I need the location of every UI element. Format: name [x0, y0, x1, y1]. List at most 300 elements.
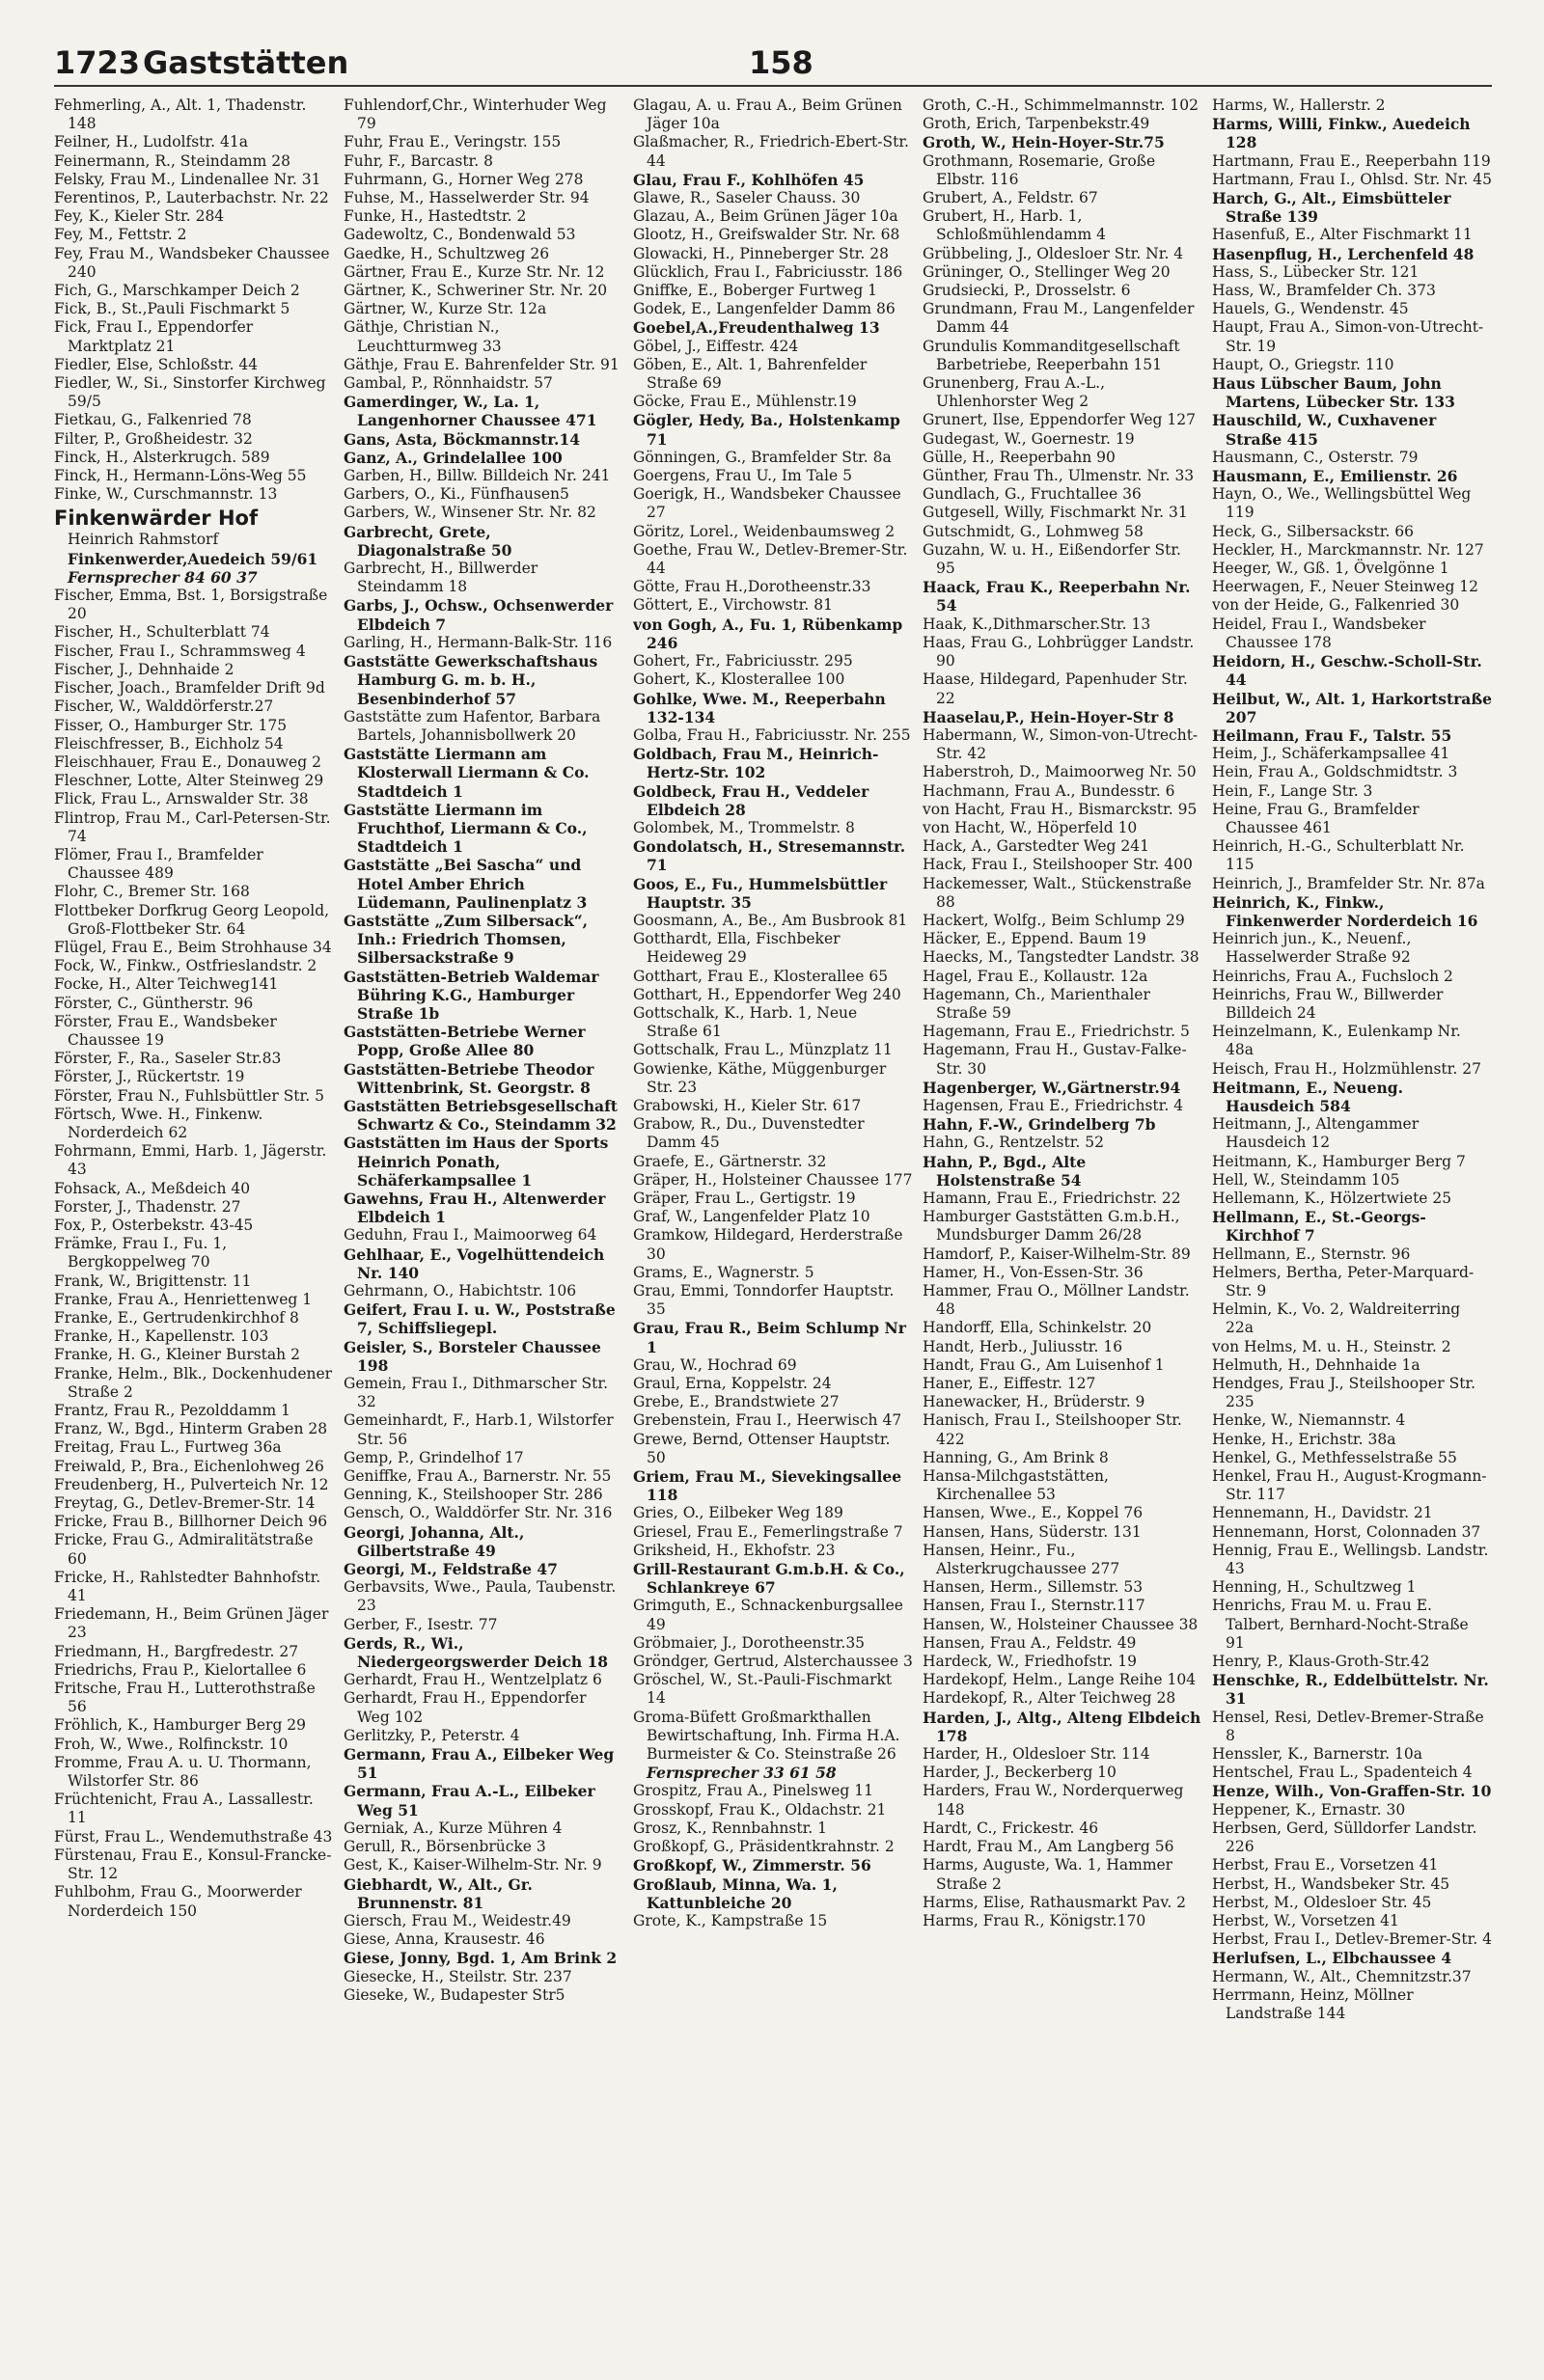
- directory-entry: Fischer, J., Dehnhaide 2: [54, 660, 234, 678]
- directory-entry: Heck, G., Silbersackstr. 66: [1212, 522, 1415, 540]
- directory-entry: Hansen, Frau I., Sternstr.117: [923, 1597, 1145, 1615]
- directory-entry: Hauschild, W., Cuxhavener Straße 415: [1212, 411, 1437, 449]
- directory-entry: Hansen, Frau A., Feldstr. 49: [923, 1633, 1137, 1652]
- directory-entry: Fuhr, F., Barcastr. 8: [344, 151, 493, 170]
- directory-entry: Groma-Büfett Großmarkthallen Bewirtschaftung, Inh. Firma H.A. Burmeister & Co. Steinstraße 26: [633, 1708, 900, 1764]
- directory-entry: von der Heide, G., Falkenried 30: [1212, 596, 1460, 615]
- directory-entry: Grau, W., Hochrad 69: [633, 1355, 797, 1374]
- directory-entry: Hermann, W., Alt., Chemnitzstr.37: [1212, 1967, 1472, 1985]
- directory-entry: Heinrichs, Frau W., Billwerder Billdeich 24: [1212, 985, 1444, 1022]
- directory-entry: Göttert, E., Virchowstr. 81: [633, 596, 833, 615]
- directory-entry: Hardekopf, R., Alter Teichweg 28: [923, 1689, 1176, 1708]
- directory-entry: Haberstroh, D., Maimoorweg Nr. 50: [923, 763, 1197, 781]
- directory-entry: Hackert, Wolfg., Beim Schlump 29: [923, 911, 1185, 929]
- directory-entry: Groth, Erich, Tarpenbekstr.49: [923, 115, 1150, 133]
- directory-entry: Frantz, Frau R., Pezolddamm 1: [54, 1402, 291, 1420]
- directory-entry: Hartmann, Frau E., Reeperbahn 119: [1212, 151, 1491, 170]
- directory-entry: Gest, K., Kaiser-Wilhelm-Str. Nr. 9: [344, 1856, 602, 1874]
- directory-entry: Gäthje, Frau E. Bahrenfelder Str. 91: [344, 355, 620, 373]
- directory-entry: Grams, E., Wagnerstr. 5: [633, 1263, 814, 1281]
- directory-entry: Hauels, G., Wendenstr. 45: [1212, 300, 1409, 318]
- directory-entry: Heinrich Rahmstorf: [68, 531, 219, 549]
- directory-entry: Herbst, Frau E., Vorsetzen 41: [1212, 1856, 1439, 1874]
- directory-entry: Fietkau, G., Falkenried 78: [54, 411, 252, 429]
- directory-entry: Ferentinos, P., Lauterbachstr. Nr. 22: [54, 189, 329, 207]
- directory-entry: Graf, W., Langenfelder Platz 10: [633, 1208, 870, 1226]
- directory-entry: Fock, W., Finkw., Ostfrieslandstr. 2: [54, 957, 317, 975]
- directory-entry: Harders, Frau W., Norderquerweg 148: [923, 1782, 1184, 1819]
- directory-entry: Fromme, Frau A. u. U. Thormann, Wilstorfer Str. 86: [54, 1753, 312, 1791]
- directory-entry: Grunenberg, Frau A.-L., Uhlenhorster Weg 2: [923, 374, 1106, 411]
- section-title: Gaststätten: [143, 44, 349, 81]
- directory-entry: Finck, H., Hermann-Löns-Weg 55: [54, 467, 307, 485]
- directory-entry: Hamer, H., Von-Essen-Str. 36: [923, 1263, 1144, 1281]
- directory-entry: Friedrichs, Frau P., Kielortallee 6: [54, 1660, 307, 1679]
- directory-entry: Hennemann, Horst, Colonnaden 37: [1212, 1522, 1481, 1541]
- directory-entry: Fey, M., Fettstr. 2: [54, 226, 187, 244]
- directory-entry: Hahn, F.-W., Grindelberg 7b: [923, 1115, 1156, 1135]
- directory-entry: Henrichs, Frau M. u. Frau E. Talbert, Bernhard-Nocht-Straße 91: [1212, 1597, 1469, 1652]
- directory-entry: Fuhlendorf,Chr., Winterhuder Weg 79: [344, 96, 607, 133]
- directory-entry: Hanisch, Frau I., Steilshooper Str. 422: [923, 1411, 1182, 1448]
- directory-entry: Finkenwerder,Auedeich 59/61: [68, 549, 318, 568]
- directory-entry: Glücklich, Frau I., Fabriciusstr. 186: [633, 262, 903, 281]
- directory-entry: Haase, Hildegard, Papenhuder Str. 22: [923, 670, 1188, 707]
- directory-entry: Glau, Frau F., Kohlhöfen 45: [633, 170, 865, 189]
- directory-entry: Goebel,A.,Freudenthalweg 13: [633, 318, 880, 338]
- directory-entry: Heinrich, H.-G., Schulterblatt Nr. 115: [1212, 837, 1465, 874]
- directory-entry: Heeger, W., Gß. 1, Övelgönne 1: [1212, 560, 1449, 578]
- directory-entry: Forster, J., Thadenstr. 27: [54, 1197, 241, 1216]
- directory-entry: Gaststätte „Bei Sascha“ und Hotel Amber Ehrich Lüdemann, Paulinenplatz 3: [344, 856, 588, 912]
- directory-entry: Friedmann, H., Bargfredestr. 27: [54, 1642, 299, 1660]
- directory-entry: Gondolatsch, H., Stresemannstr. 71: [633, 837, 906, 875]
- directory-entry: Harder, H., Oldesloer Str. 114: [923, 1745, 1150, 1764]
- directory-entry: Gerhardt, Frau H., Wentzelplatz 6: [344, 1671, 602, 1689]
- directory-entry: Gotthardt, Ella, Fischbeker Heideweg 29: [633, 930, 841, 967]
- directory-entry: Günther, Frau Th., Ulmenstr. Nr. 33: [923, 467, 1195, 485]
- directory-entry: Glaßmacher, R., Friedrich-Ebert-Str. 44: [633, 133, 909, 170]
- directory-entry: Glagau, A. u. Frau A., Beim Grünen Jäger 10a: [633, 96, 902, 133]
- directory-entry: Gaststätte Gewerkschaftshaus Hamburg G. m. b. H., Besenbinderhof 57: [344, 652, 598, 708]
- directory-entry: Hendges, Frau J., Steilshooper Str. 235: [1212, 1375, 1476, 1411]
- directory-entry: Hagel, Frau E., Kollaustr. 12a: [923, 967, 1148, 985]
- directory-entry: Haack, Frau K., Reeperbahn Nr. 54: [923, 578, 1191, 616]
- directory-entry: Fischer, Frau I., Schrammsweg 4: [54, 642, 306, 660]
- directory-entry: Hagemann, Frau H., Gustav-Falke-Str. 30: [923, 1041, 1187, 1078]
- directory-entry: Fick, B., St.,Pauli Fischmarkt 5: [54, 300, 290, 318]
- directory-entry: Fisser, O., Hamburger Str. 175: [54, 716, 288, 734]
- page-number: 158: [749, 44, 813, 81]
- directory-entry: Heim, J., Schäferkampsallee 41: [1212, 745, 1450, 763]
- directory-entry: Hansen, Herm., Sillemstr. 53: [923, 1578, 1144, 1597]
- directory-entry: Hartmann, Frau I., Ohlsd. Str. Nr. 45: [1212, 170, 1492, 188]
- directory-entry: Heinrich, J., Bramfelder Str. Nr. 87a: [1212, 874, 1485, 892]
- directory-entry: Harms, W., Hallerstr. 2: [1212, 96, 1386, 114]
- directory-entry: Felsky, Frau M., Lindenallee Nr. 31: [54, 170, 321, 188]
- directory-entry: Fuhlbohm, Frau G., Moorwerder Norderdeich 150: [54, 1883, 302, 1920]
- directory-entry: Harms, Frau R., Königstr.170: [923, 1911, 1146, 1929]
- directory-entry: Hardekopf, Helm., Lange Reihe 104: [923, 1671, 1197, 1689]
- directory-entry: Grabow, R., Du., Duvenstedter Damm 45: [633, 1115, 865, 1152]
- directory-entry: Henze, Wilh., Von-Graffen-Str. 10: [1212, 1782, 1492, 1801]
- directory-entry: Grill-Restaurant G.m.b.H. & Co., Schlankreye 67: [633, 1560, 905, 1598]
- directory-entry: Gensch, O., Walddörfer Str. Nr. 316: [344, 1504, 613, 1522]
- directory-entry: Goethe, Frau W., Detlev-Bremer-Str. 44: [633, 540, 908, 578]
- directory-entry: Fricke, H., Rahlstedter Bahnhofstr. 41: [54, 1568, 321, 1605]
- directory-entry: Heitmann, E., Neueng. Hausdeich 584: [1212, 1078, 1403, 1115]
- column-5: [1212, 96, 1492, 2344]
- directory-entry: Früchtenicht, Frau A., Lassallestr. 11: [54, 1791, 314, 1827]
- directory-entry: Fernsprecher 84 60 37: [68, 567, 258, 587]
- directory-entry: Herbst, Frau I., Detlev-Bremer-Str. 4: [1212, 1930, 1492, 1949]
- directory-entry: Grunert, Ilse, Eppendorfer Weg 127: [923, 411, 1196, 429]
- directory-entry: Gögler, Hedy, Ba., Holstenkamp 71: [633, 411, 900, 449]
- directory-entry: Helmuth, H., Dehnhaide 1a: [1212, 1355, 1420, 1374]
- directory-entry: Freudenberg, H., Pulverteich Nr. 12: [54, 1475, 329, 1493]
- directory-entry: Hackemesser, Walt., Stückenstraße 88: [923, 874, 1192, 911]
- directory-entry: Hagemann, Ch., Marienthaler Straße 59: [923, 985, 1150, 1022]
- directory-entry: Gärtner, Frau E., Kurze Str. Nr. 12: [344, 262, 605, 281]
- directory-entry: Fiedler, Else, Schloßstr. 44: [54, 355, 259, 373]
- directory-entry: Hachmann, Frau A., Bundesstr. 6: [923, 781, 1175, 800]
- directory-entry: Hennig, Frau E., Wellingsb. Landstr. 43: [1212, 1541, 1489, 1578]
- directory-entry: Hansen, Heinr., Fu., Alsterkrugchaussee 277: [923, 1541, 1120, 1578]
- directory-entry: Göritz, Lorel., Weidenbaumsweg 2: [633, 522, 896, 540]
- directory-entry: Giesecke, H., Steilstr. Str. 237: [344, 1967, 572, 1985]
- section-number: 1723: [54, 44, 141, 81]
- directory-entry: Goergens, Frau U., Im Tale 5: [633, 467, 852, 485]
- directory-entry: Gadewoltz, C., Bondenwald 53: [344, 226, 576, 244]
- directory-entry: Haus Lübscher Baum, John Martens, Lübecker Str. 133: [1212, 374, 1455, 412]
- directory-entry: Henry, P., Klaus-Groth-Str.42: [1212, 1653, 1430, 1671]
- directory-entry: Herbst, M., Oldesloer Str. 45: [1212, 1893, 1432, 1911]
- directory-entry: Gröndger, Gertrud, Alsterchaussee 3: [633, 1653, 913, 1671]
- directory-entry: Hansa-Milchgaststätten, Kirchenallee 53: [923, 1467, 1109, 1504]
- directory-entry: Flügel, Frau E., Beim Strohhause 34: [54, 938, 332, 956]
- entry-heading: Finkenwärder Hof: [54, 506, 259, 531]
- directory-entry: Herbst, H., Wandsbeker Str. 45: [1212, 1874, 1450, 1893]
- directory-entry: Fehmerling, A., Alt. 1, Thadenstr. 148: [54, 96, 307, 133]
- directory-entry: Gehrmann, O., Habichtstr. 106: [344, 1282, 577, 1299]
- directory-entry: Flintrop, Frau M., Carl-Petersen-Str. 74: [54, 808, 331, 845]
- directory-entry: Fischer, W., Walddörferstr.27: [54, 698, 274, 716]
- directory-entry: Grau, Frau R., Beim Schlump Nr 1: [633, 1319, 906, 1356]
- directory-entry: Gaststätte Liermann im Fruchthof, Liermann & Co., Stadtdeich 1: [344, 800, 588, 857]
- directory-entry: Hagensen, Frau E., Friedrichstr. 4: [923, 1096, 1184, 1114]
- directory-entry: Hahn, G., Rentzelstr. 52: [923, 1134, 1105, 1152]
- directory-entry: Grewe, Bernd, Ottenser Hauptstr. 50: [633, 1430, 891, 1466]
- directory-entry: Germann, Frau A., Eilbeker Weg 51: [344, 1745, 615, 1783]
- directory-entry: Gemp, P., Grindelhof 17: [344, 1448, 524, 1466]
- directory-entry: Förster, C., Güntherstr. 96: [54, 994, 254, 1012]
- directory-entry: Heerwagen, F., Neuer Steinweg 12: [1212, 578, 1479, 596]
- directory-entry: Heitmann, K., Hamburger Berg 7: [1212, 1152, 1466, 1170]
- directory-entry: Golombek, M., Trommelstr. 8: [633, 818, 855, 836]
- directory-columns: [54, 96, 1492, 2344]
- directory-entry: Grote, K., Kampstraße 15: [633, 1911, 828, 1929]
- directory-entry: Giese, Anna, Krausestr. 46: [344, 1930, 545, 1949]
- directory-entry: Göbel, J., Eiffestr. 424: [633, 337, 799, 355]
- directory-entry: Gärtner, K., Schweriner Str. Nr. 20: [344, 282, 608, 300]
- directory-entry: Griksheid, H., Ekhofstr. 23: [633, 1541, 836, 1559]
- directory-entry: Gerhardt, Frau H., Eppendorfer Weg 102: [344, 1689, 587, 1726]
- directory-entry: Gemeinhardt, F., Harb.1, Wilstorfer Str. 56: [344, 1411, 614, 1448]
- directory-entry: Grebe, E., Brandstwiete 27: [633, 1393, 840, 1411]
- directory-entry: Garbers, W., Winsener Str. Nr. 82: [344, 504, 596, 522]
- directory-entry: Heidel, Frau I., Wandsbeker Chaussee 178: [1212, 615, 1426, 651]
- directory-entry: Hagenberger, W.,Gärtnerstr.94: [923, 1078, 1181, 1097]
- directory-entry: Gudegast, W., Goernestr. 19: [923, 429, 1135, 448]
- directory-entry: Georgi, M., Feldstraße 47: [344, 1560, 558, 1579]
- directory-entry: Flohr, C., Bremer Str. 168: [54, 883, 250, 901]
- directory-entry: Hellmann, E., Sternstr. 96: [1212, 1245, 1411, 1263]
- directory-entry: Häcker, E., Eppend. Baum 19: [923, 930, 1146, 948]
- directory-entry: Garbers, O., Ki., Fünfhausen5: [344, 485, 569, 504]
- directory-entry: Heinrich, K., Finkw., Finkenwerder Norderdeich 16: [1212, 892, 1478, 930]
- directory-entry: Graefe, E., Gärtnerstr. 32: [633, 1152, 827, 1170]
- directory-entry: Großkopf, W., Zimmerstr. 56: [633, 1856, 871, 1875]
- directory-entry: Garbs, J., Ochsw., Ochsenwerder Elbdeich 7: [344, 596, 614, 634]
- page-header: [54, 44, 1492, 83]
- directory-entry: Harms, Auguste, Wa. 1, Hammer Straße 2: [923, 1856, 1173, 1893]
- directory-entry: Hayn, O., We., Wellingsbüttel Weg 119: [1212, 485, 1472, 522]
- column-3: [633, 96, 913, 2344]
- directory-entry: Hell, W., Steindamm 105: [1212, 1170, 1400, 1189]
- directory-entry: Henschke, R., Eddelbüttelstr. Nr. 31: [1212, 1671, 1489, 1709]
- directory-entry: Förster, Frau N., Fuhlsbüttler Str. 5: [54, 1086, 324, 1105]
- directory-entry: Hansen, Wwe., E., Koppel 76: [923, 1504, 1144, 1522]
- directory-entry: Goerigk, H., Wandsbeker Chaussee 27: [633, 485, 901, 522]
- directory-entry: Freiwald, P., Bra., Eichenlohweg 26: [54, 1457, 324, 1475]
- directory-entry: Fey, K., Kieler Str. 284: [54, 207, 225, 226]
- directory-entry: Gäthje, Christian N., Leuchtturmweg 33: [344, 318, 502, 355]
- directory-entry: Heitmann, J., Altengammer Hausdeich 12: [1212, 1115, 1420, 1152]
- directory-entry: von Gogh, A., Fu. 1, Rübenkamp 246: [633, 615, 903, 652]
- directory-entry: Hasenfuß, E., Alter Fischmarkt 11: [1212, 226, 1473, 244]
- header-rule: [54, 85, 1492, 87]
- directory-entry: Hardt, Frau M., Am Langberg 56: [923, 1838, 1174, 1856]
- directory-entry: Grundmann, Frau M., Langenfelder Damm 44: [923, 300, 1195, 337]
- directory-entry: Franz, W., Bgd., Hinterm Graben 28: [54, 1420, 328, 1438]
- directory-entry: Filter, P., Großheidestr. 32: [54, 429, 253, 448]
- directory-entry: Fleischhauer, Frau E., Donauweg 2: [54, 752, 321, 771]
- directory-entry: Gaststätten Betriebsgesellschaft Schwartz & Co., Steindamm 32: [344, 1096, 618, 1135]
- directory-entry: Gaststätten-Betriebe Theodor Wittenbrink, St. Georgstr. 8: [344, 1059, 594, 1097]
- directory-entry: Graul, Erna, Koppelstr. 24: [633, 1375, 832, 1393]
- directory-entry: Franke, Helm., Blk., Dockenhudener Straße 2: [54, 1364, 333, 1401]
- directory-entry: Hardeck, W., Friedhofstr. 19: [923, 1653, 1137, 1671]
- directory-entry: Heinrich jun., K., Neuenf., Hasselwerder Straße 92: [1212, 930, 1412, 967]
- directory-entry: Heisch, Frau H., Holzmühlenstr. 27: [1212, 1059, 1481, 1078]
- directory-entry: Harden, J., Altg., Alteng Elbdeich 178: [923, 1708, 1201, 1745]
- directory-entry: von Helms, M. u. H., Steinstr. 2: [1212, 1337, 1451, 1355]
- directory-entry: Hausmann, E., Emilienstr. 26: [1212, 467, 1458, 486]
- directory-entry: Fricke, Frau B., Billhorner Deich 96: [54, 1513, 328, 1531]
- directory-entry: Gaststätte zum Hafentor, Barbara Bartels, Johannisbollwerk 20: [344, 707, 601, 744]
- directory-entry: Hanning, G., Am Brink 8: [923, 1448, 1109, 1466]
- directory-entry: Fohsack, A., Meßdeich 40: [54, 1179, 251, 1197]
- directory-entry: Garbrecht, Grete, Diagonalstraße 50: [344, 522, 512, 560]
- directory-entry: Flottbeker Dorfkrug Georg Leopold, Groß-Flottbeker Str. 64: [54, 901, 330, 938]
- directory-entry: Hamann, Frau E., Friedrichstr. 22: [923, 1189, 1181, 1207]
- directory-entry: Göcke, Frau E., Mühlenstr.19: [633, 393, 857, 411]
- directory-entry: Gotthart, Frau E., Klosterallee 65: [633, 967, 889, 985]
- directory-entry: Franke, Frau A., Henriettenweg 1: [54, 1290, 313, 1308]
- directory-entry: Groth, W., Hein-Hoyer-Str.75: [923, 133, 1165, 152]
- directory-entry: Henke, H., Erichstr. 38a: [1212, 1430, 1396, 1448]
- directory-entry: Haecks, M., Tangstedter Landstr. 38: [923, 948, 1199, 967]
- directory-entry: Fricke, Frau G., Admiralitätstraße 60: [54, 1531, 314, 1568]
- directory-entry: Gerds, R., Wi., Niedergeorgswerder Deich 18: [344, 1633, 609, 1672]
- directory-entry: Godek, E., Langenfelder Damm 86: [633, 300, 896, 318]
- directory-entry: Hamdorf, P., Kaiser-Wilhelm-Str. 89: [923, 1245, 1191, 1263]
- directory-entry: Feinermann, R., Steindamm 28: [54, 151, 290, 170]
- directory-entry: Gambal, P., Rönnhaidstr. 57: [344, 374, 553, 393]
- directory-entry: Froh, W., Wwe., Rolfinckstr. 10: [54, 1735, 289, 1753]
- directory-entry: Harder, J., Beckerberg 10: [923, 1764, 1117, 1782]
- directory-entry: Handt, Herb., Juliusstr. 16: [923, 1337, 1123, 1355]
- directory-entry: Grimguth, E., Schnackenburgsallee 49: [633, 1597, 903, 1633]
- directory-entry: Golba, Frau H., Fabriciusstr. Nr. 255: [633, 725, 911, 744]
- directory-entry: Heine, Frau G., Bramfelder Chaussee 461: [1212, 800, 1420, 836]
- directory-entry: Germann, Frau A.-L., Eilbeker Weg 51: [344, 1782, 595, 1819]
- directory-entry: Gerbavsits, Wwe., Paula, Taubenstr. 23: [344, 1578, 617, 1615]
- directory-entry: Fröhlich, K., Hamburger Berg 29: [54, 1716, 307, 1735]
- directory-entry: Hansen, Hans, Süderstr. 131: [923, 1522, 1142, 1541]
- column-1: [54, 96, 334, 2344]
- directory-entry: Glawe, R., Saseler Chauss. 30: [633, 189, 861, 207]
- directory-entry: Haupt, Frau A., Simon-von-Utrecht-Str. 19: [1212, 318, 1484, 355]
- directory-entry: Goosmann, A., Be., Am Busbrook 81: [633, 911, 908, 929]
- directory-entry: von Hacht, W., Höperfeld 10: [923, 818, 1138, 836]
- directory-entry: Gohlke, Wwe. M., Reeperbahn 132-134: [633, 689, 886, 726]
- directory-entry: Gniffke, E., Boberger Furtweg 1: [633, 282, 878, 300]
- directory-entry: Herbst, W., Vorsetzen 41: [1212, 1911, 1399, 1929]
- directory-entry: Großlaub, Minna, Wa. 1, Kattunbleiche 20: [633, 1874, 838, 1912]
- directory-entry: Franke, H., Kapellenstr. 103: [54, 1327, 269, 1346]
- directory-entry: Fuhse, M., Hasselwerder Str. 94: [344, 189, 590, 207]
- directory-entry: Funke, H., Hastedtstr. 2: [344, 207, 527, 226]
- directory-entry: Glootz, H., Greifswalder Str. Nr. 68: [633, 226, 900, 244]
- directory-entry: Gräper, Frau L., Gertigstr. 19: [633, 1189, 856, 1207]
- directory-entry: Harch, G., Alt., Eimsbütteler Straße 139: [1212, 189, 1451, 227]
- directory-entry: Hahn, P., Bgd., Alte Holstenstraße 54: [923, 1152, 1087, 1190]
- directory-entry: Haaselau,P., Hein-Hoyer-Str 8: [923, 707, 1174, 726]
- column-4: [923, 96, 1202, 2344]
- directory-entry: Gehlhaar, E., Vogelhüttendeich Nr. 140: [344, 1245, 605, 1282]
- directory-entry: Hentschel, Frau L., Spadenteich 4: [1212, 1764, 1473, 1782]
- directory-entry: Haupt, O., Griegstr. 110: [1212, 355, 1394, 373]
- directory-entry: Grubert, H., Harb. 1, Schloßmühlendamm 4: [923, 207, 1107, 244]
- directory-entry: Gerber, F., Isestr. 77: [344, 1615, 498, 1633]
- directory-entry: Geduhn, Frau I., Maimoorweg 64: [344, 1226, 597, 1245]
- directory-entry: Groth, C.-H., Schimmelmannstr. 102: [923, 96, 1199, 114]
- directory-entry: Fischer, Emma, Bst. 1, Borsigstraße 20: [54, 587, 328, 623]
- directory-entry: Giebhardt, W., Alt., Gr. Brunnenstr. 81: [344, 1874, 533, 1912]
- directory-entry: Geifert, Frau I. u. W., Poststraße 7, Schiffsliegepl.: [344, 1300, 616, 1338]
- directory-entry: Freitag, Frau L., Furtweg 36a: [54, 1438, 282, 1457]
- directory-entry: Heppener, K., Ernastr. 30: [1212, 1800, 1406, 1819]
- directory-entry: Henke, W., Niemannstr. 4: [1212, 1411, 1406, 1430]
- directory-entry: Gohert, K., Klosterallee 100: [633, 670, 845, 689]
- directory-entry: Goldbach, Frau M., Heinrich-Hertz-Str. 102: [633, 745, 879, 782]
- directory-entry: Habermann, W., Simon-von-Utrecht-Str. 42: [923, 725, 1199, 763]
- directory-entry: Fernsprecher 33 61 58: [647, 1764, 837, 1783]
- directory-entry: Gemein, Frau I., Dithmarscher Str. 32: [344, 1375, 608, 1411]
- directory-entry: Gutgesell, Willy, Fischmarkt Nr. 31: [923, 504, 1188, 522]
- directory-entry: Gohert, Fr., Fabriciusstr. 295: [633, 652, 853, 670]
- directory-entry: Hausmann, C., Osterstr. 79: [1212, 448, 1419, 466]
- directory-entry: Fiedler, W., Si., Sinstorfer Kirchweg 59/5: [54, 374, 326, 411]
- directory-entry: Gawehns, Frau H., Altenwerder Elbdeich 1: [344, 1189, 606, 1227]
- directory-entry: Gönningen, G., Bramfelder Str. 8a: [633, 448, 892, 466]
- directory-entry: Georgi, Johanna, Alt., Gilbertstraße 49: [344, 1522, 525, 1560]
- directory-entry: Gieseke, W., Budapester Str5: [344, 1985, 565, 2004]
- directory-entry: Feilner, H., Ludolfstr. 41a: [54, 133, 248, 151]
- directory-entry: Großkopf, G., Präsidentkrahnstr. 2: [633, 1838, 895, 1856]
- directory-entry: Gröbmaier, J., Dorotheenstr.35: [633, 1633, 866, 1652]
- directory-entry: Freytag, G., Detlev-Bremer-Str. 14: [54, 1494, 316, 1513]
- directory-entry: Gowienke, Käthe, Müggenburger Str. 23: [633, 1059, 887, 1096]
- directory-entry: Heilmann, Frau F., Talstr. 55: [1212, 725, 1452, 745]
- directory-entry: Hardt, C., Frickestr. 46: [923, 1819, 1099, 1837]
- directory-entry: von Hacht, Frau H., Bismarckstr. 95: [923, 800, 1198, 818]
- directory-entry: Hass, S., Lübecker Str. 121: [1212, 262, 1420, 281]
- directory-entry: Fürst, Frau L., Wendemuthstraße 43: [54, 1827, 333, 1846]
- directory-entry: Herlufsen, L., Elbchaussee 4: [1212, 1949, 1452, 1968]
- directory-entry: Henssler, K., Barnerstr. 10a: [1212, 1745, 1422, 1764]
- directory-entry: Heilbut, W., Alt. 1, Harkortstraße 207: [1212, 689, 1492, 726]
- directory-entry: Gottschalk, K., Harb. 1, Neue Straße 61: [633, 1003, 858, 1041]
- directory-entry: Hass, W., Bramfelder Ch. 373: [1212, 282, 1436, 300]
- directory-entry: Harms, Willi, Finkw., Auedeich 128: [1212, 115, 1471, 152]
- directory-entry: Hennemann, H., Davidstr. 21: [1212, 1504, 1433, 1522]
- directory-entry: Fischer, H., Schulterblatt 74: [54, 623, 270, 642]
- directory-entry: Hack, A., Garstedter Weg 241: [923, 837, 1149, 856]
- directory-entry: Grospitz, Frau A., Pinelsweg 11: [633, 1782, 873, 1800]
- directory-entry: Glowacki, H., Pinneberger Str. 28: [633, 244, 889, 262]
- directory-entry: Handorff, Ella, Schinkelstr. 20: [923, 1319, 1152, 1337]
- directory-entry: Heckler, H., Marckmannstr. Nr. 127: [1212, 540, 1484, 559]
- directory-entry: Haas, Frau G., Lohbrügger Landstr. 90: [923, 633, 1195, 670]
- directory-entry: Hammer, Frau O., Möllner Landstr. 48: [923, 1282, 1190, 1319]
- directory-entry: Hellmann, E., St.-Georgs-Kirchhof 7: [1212, 1208, 1426, 1245]
- directory-entry: Hack, Frau I., Steilshooper Str. 400: [923, 856, 1193, 874]
- directory-entry: Främke, Frau I., Fu. 1, Bergkoppelweg 70: [54, 1235, 228, 1272]
- directory-entry: Goos, E., Fu., Hummelsbüttler Hauptstr. 35: [633, 874, 888, 912]
- directory-entry: Hasenpflug, H., Lerchenfeld 48: [1212, 244, 1475, 263]
- directory-entry: Garbrecht, H., Billwerder Steindamm 18: [344, 560, 538, 596]
- directory-entry: Haner, E., Eiffestr. 127: [923, 1375, 1096, 1393]
- directory-entry: Grebenstein, Frau I., Heerwisch 47: [633, 1411, 902, 1430]
- directory-entry: Geniffke, Frau A., Barnerstr. Nr. 55: [344, 1467, 612, 1486]
- directory-entry: Grüninger, O., Stellinger Weg 20: [923, 262, 1171, 281]
- directory-entry: Grübbeling, J., Oldesloer Str. Nr. 4: [923, 244, 1184, 262]
- directory-entry: Gotthart, H., Eppendorfer Weg 240: [633, 985, 901, 1003]
- directory-entry: Gans, Asta, Böckmannstr.14: [344, 429, 581, 449]
- directory-entry: Franke, E., Gertrudenkirchhof 8: [54, 1309, 299, 1327]
- directory-entry: Förtsch, Wwe. H., Finkenw. Norderdeich 62: [54, 1105, 263, 1141]
- directory-entry: Hanewacker, H., Brüderstr. 9: [923, 1393, 1145, 1411]
- directory-entry: Gaststätte Liermann am Klosterwall Liermann & Co. Stadtdeich 1: [344, 745, 590, 801]
- directory-entry: Ganz, A., Grindelallee 100: [344, 448, 563, 467]
- directory-entry: Gamerdinger, W., La. 1, Langenhorner Chaussee 471: [344, 393, 597, 430]
- directory-entry: Henkel, Frau H., August-Krogmann-Str. 117: [1212, 1467, 1487, 1504]
- directory-entry: Fey, Frau M., Wandsbeker Chaussee 240: [54, 244, 330, 281]
- directory-entry: Hagemann, Frau E., Friedrichstr. 5: [923, 1023, 1190, 1041]
- directory-entry: Henkel, G., Methfesselstraße 55: [1212, 1448, 1457, 1466]
